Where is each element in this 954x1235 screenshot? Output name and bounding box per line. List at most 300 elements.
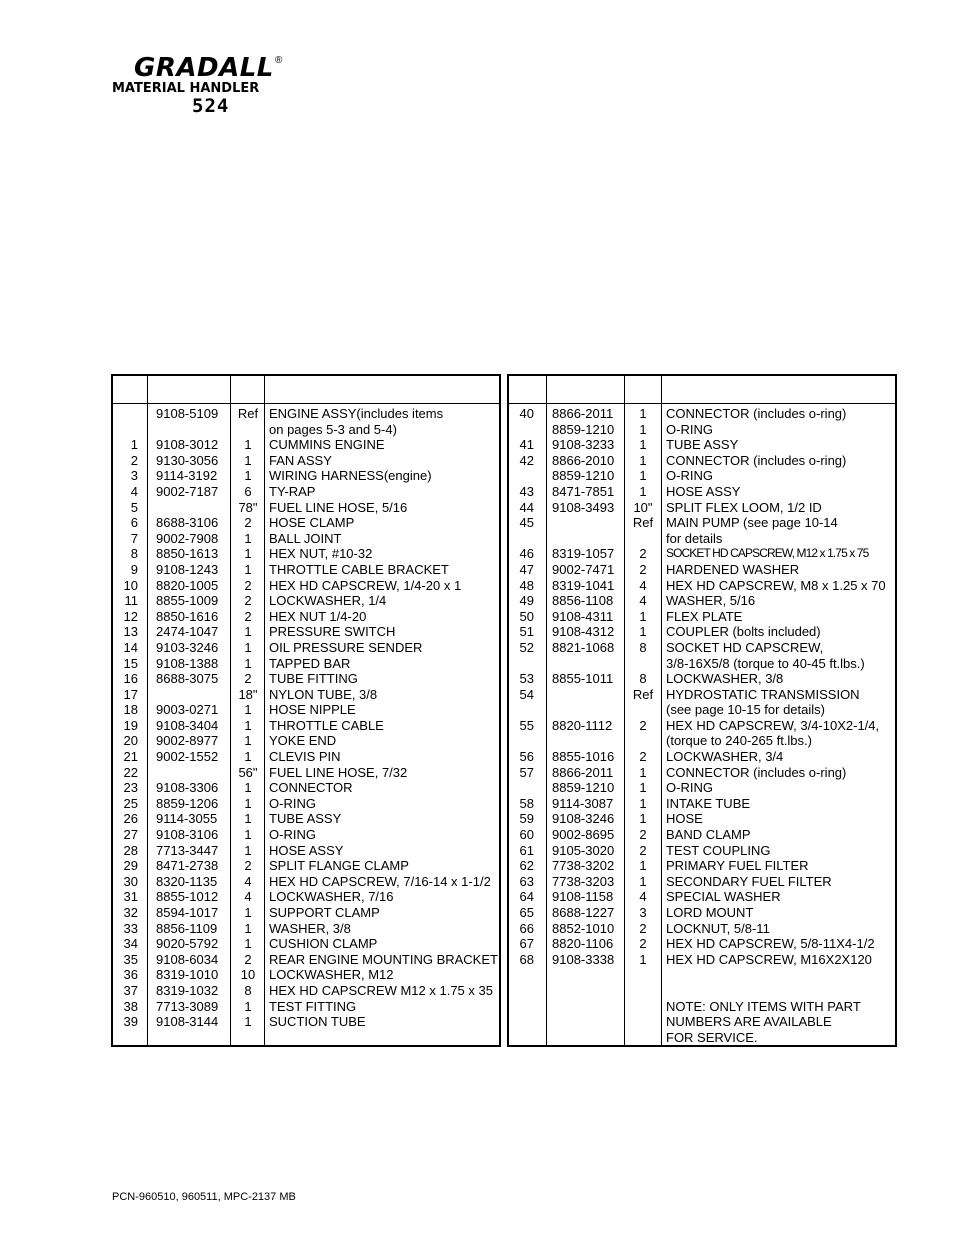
quantity: 1 <box>244 780 252 796</box>
quantity: 1 <box>639 452 647 468</box>
description: FOR SERVICE. <box>666 1029 758 1045</box>
item-number: 47 <box>519 561 534 577</box>
description: COUPLER (bolts included) <box>666 624 821 640</box>
item-number: 58 <box>519 795 534 811</box>
description: HARDENED WASHER <box>666 561 800 577</box>
quantity: 1 <box>244 811 252 827</box>
quantity: 1 <box>244 905 252 920</box>
table-row <box>509 718 895 734</box>
footer-pcn: PCN-960510, 960511, MPC-2137 MB <box>112 1191 296 1203</box>
item-number: 60 <box>519 827 534 843</box>
description: LOCKWASHER, 7/16 <box>269 889 394 905</box>
table-row <box>113 671 499 687</box>
part-number: 9114-3087 <box>552 795 614 811</box>
item-number: 42 <box>519 452 534 468</box>
description: ENGINE ASSY(includes items <box>269 406 444 421</box>
description: 3/8-16X5/8 (torque to 40-45 ft.lbs.) <box>666 655 865 671</box>
quantity: 10" <box>633 499 653 515</box>
description: CUMMINS ENGINE <box>269 437 385 453</box>
table-row <box>509 656 895 672</box>
table-row <box>509 437 895 453</box>
item-number: 5 <box>130 499 138 515</box>
item-number: 52 <box>519 639 534 655</box>
item-number: 36 <box>123 967 138 983</box>
part-number: 9108-3404 <box>156 717 219 733</box>
quantity: 1 <box>639 951 647 967</box>
part-number: 9108-3306 <box>156 780 219 796</box>
quantity: 1 <box>244 827 252 843</box>
item-number: 6 <box>130 515 138 531</box>
quantity: 4 <box>244 889 252 905</box>
description: PRIMARY FUEL FILTER <box>666 858 809 874</box>
part-number: 9105-3020 <box>552 842 615 858</box>
description: HOSE <box>666 811 703 827</box>
table-row <box>113 843 499 859</box>
description: HEX HD CAPSCREW, M8 x 1.25 x 70 <box>666 577 886 593</box>
description: NOTE: ONLY ITEMS WITH PART <box>666 998 861 1014</box>
description: SUPPORT CLAMP <box>269 905 380 920</box>
item-number: 15 <box>123 655 138 671</box>
description: HEX HD CAPSCREW, M16X2X120 <box>666 951 872 967</box>
item-number: 11 <box>124 593 138 609</box>
quantity: 2 <box>639 827 647 843</box>
quantity: 1 <box>244 624 252 640</box>
quantity: 4 <box>639 577 647 593</box>
part-number: 9002-7908 <box>156 530 219 546</box>
part-number: 7713-3447 <box>156 842 219 858</box>
part-number: 8471-7851 <box>552 483 615 499</box>
table-row <box>113 858 499 874</box>
header-divider <box>113 403 499 404</box>
parts-table-right <box>507 374 897 1047</box>
part-number: 7713-3089 <box>156 998 219 1014</box>
description: TUBE ASSY <box>666 437 739 453</box>
table-row <box>113 593 499 609</box>
table-row <box>509 640 895 656</box>
item-number: 33 <box>123 920 138 936</box>
description: O-RING <box>666 468 713 484</box>
quantity: 56" <box>238 764 258 780</box>
table-row <box>509 624 895 640</box>
item-number: 39 <box>123 1014 138 1030</box>
table-row <box>509 733 895 749</box>
description: SECONDARY FUEL FILTER <box>666 873 832 889</box>
table-row <box>509 967 895 983</box>
description: O-RING <box>269 827 316 843</box>
part-number: 8855-1012 <box>156 889 219 905</box>
table-row <box>509 671 895 687</box>
table-row <box>509 453 895 469</box>
description: for details <box>666 530 723 546</box>
part-number: 7738-3203 <box>552 873 615 889</box>
table-row <box>113 687 499 703</box>
table-row <box>509 874 895 890</box>
item-number: 59 <box>519 811 534 827</box>
table-row <box>509 843 895 859</box>
part-number: 9108-3338 <box>552 951 615 967</box>
part-number: 8821-1068 <box>552 639 615 655</box>
description: LORD MOUNT <box>666 905 754 920</box>
quantity: 2 <box>244 577 252 593</box>
quantity: 4 <box>639 889 647 905</box>
quantity: 1 <box>244 936 252 952</box>
quantity: 1 <box>244 733 252 749</box>
description: WASHER, 5/16 <box>666 593 756 609</box>
part-number: 9108-3144 <box>156 1014 219 1030</box>
item-number: 34 <box>123 936 138 952</box>
description: HEX HD CAPSCREW M12 x 1.75 x 35 <box>269 982 493 998</box>
item-number: 50 <box>519 608 534 624</box>
item-number: 21 <box>123 749 138 765</box>
quantity: 1 <box>244 795 252 811</box>
table-row <box>509 811 895 827</box>
part-number: 9108-3106 <box>156 827 219 843</box>
item-number: 55 <box>519 717 534 733</box>
item-number: 1 <box>130 437 138 453</box>
description: LOCKWASHER, 1/4 <box>269 593 387 609</box>
model-number: 524 <box>192 95 230 117</box>
item-number: 17 <box>123 686 138 702</box>
logo-subtitle: MATERIAL HANDLER <box>112 81 260 96</box>
item-number: 32 <box>123 905 138 920</box>
item-number: 61 <box>519 842 534 858</box>
description: LOCKWASHER, 3/8 <box>666 671 784 687</box>
part-number: 8820-1106 <box>552 936 614 952</box>
table-row <box>113 952 499 968</box>
part-number: 8820-1005 <box>156 577 219 593</box>
table-row <box>509 952 895 968</box>
part-number: 9002-7471 <box>552 561 615 577</box>
item-number: 38 <box>123 998 138 1014</box>
table-row <box>113 453 499 469</box>
table-row <box>113 889 499 905</box>
table-row <box>113 656 499 672</box>
table-row <box>509 593 895 609</box>
description: LOCKWASHER, 3/4 <box>666 749 784 765</box>
table-row <box>113 1014 499 1030</box>
quantity: 2 <box>244 858 252 874</box>
table-row <box>113 422 499 438</box>
table-row <box>113 718 499 734</box>
parts-list-left <box>113 406 499 1030</box>
table-row <box>113 546 499 562</box>
part-number: 8859-1210 <box>552 780 615 796</box>
table-row <box>509 796 895 812</box>
table-row <box>113 811 499 827</box>
table-row <box>113 827 499 843</box>
item-number: 35 <box>123 951 138 967</box>
part-number: 8319-1057 <box>552 546 615 562</box>
description: HOSE ASSY <box>269 842 344 858</box>
table-row <box>509 484 895 500</box>
quantity: Ref <box>632 686 654 702</box>
part-number: 8319-1041 <box>552 577 615 593</box>
part-number: 8594-1017 <box>156 905 219 920</box>
description: SUCTION TUBE <box>269 1014 366 1030</box>
quantity: 2 <box>639 936 647 952</box>
quantity: 8 <box>244 982 252 998</box>
part-number: 9103-3246 <box>156 639 219 655</box>
description: TEST COUPLING <box>666 842 771 858</box>
part-number: 8866-2010 <box>552 452 615 468</box>
description: CONNECTOR (includes o-ring) <box>666 452 847 468</box>
part-number: 8852-1010 <box>552 920 615 936</box>
item-number: 49 <box>519 593 534 609</box>
quantity: 1 <box>639 483 647 499</box>
part-number: 9114-3055 <box>156 811 218 827</box>
quantity: 4 <box>639 593 647 609</box>
item-number: 16 <box>123 671 138 687</box>
description: TUBE ASSY <box>269 811 342 827</box>
part-number: 7738-3202 <box>552 858 615 874</box>
part-number: 9108-3246 <box>552 811 615 827</box>
description: SPLIT FLEX LOOM, 1/2 ID <box>666 499 822 515</box>
item-number: 54 <box>519 686 534 702</box>
table-row <box>113 578 499 594</box>
description: HEX HD CAPSCREW, 5/8-11X4-1/2 <box>666 936 875 952</box>
item-number: 8 <box>130 546 138 562</box>
part-number: 9108-4311 <box>552 608 614 624</box>
item-number: 63 <box>519 873 534 889</box>
item-number: 51 <box>519 624 534 640</box>
description: SOCKET HD CAPSCREW, <box>666 639 824 655</box>
part-number: 8688-3106 <box>156 515 219 531</box>
description: OIL PRESSURE SENDER <box>269 639 423 655</box>
registered-mark: ® <box>275 55 283 66</box>
item-number: 22 <box>123 764 138 780</box>
part-number: 8688-3075 <box>156 671 219 687</box>
description: O-RING <box>666 780 713 796</box>
item-number: 66 <box>519 920 534 936</box>
table-row <box>113 702 499 718</box>
description: CONNECTOR <box>269 780 353 796</box>
part-number: 9002-8695 <box>552 827 615 843</box>
description: on pages 5-3 and 5-4) <box>269 421 397 437</box>
quantity: 1 <box>244 452 252 468</box>
item-number: 20 <box>123 733 138 749</box>
description: TUBE FITTING <box>269 671 358 687</box>
item-number: 29 <box>123 858 138 874</box>
part-number: 8850-1613 <box>156 546 219 562</box>
part-number: 9108-5109 <box>156 406 219 421</box>
quantity: 18" <box>238 686 258 702</box>
table-row <box>509 936 895 952</box>
quantity: 2 <box>244 515 252 531</box>
quantity: 2 <box>244 671 252 687</box>
description: HEX NUT, #10-32 <box>269 546 373 562</box>
part-number: 8319-1010 <box>156 967 219 983</box>
quantity: 1 <box>244 639 252 655</box>
item-number: 57 <box>519 764 534 780</box>
table-row <box>509 702 895 718</box>
quantity: 3 <box>639 905 647 920</box>
part-number: 8855-1011 <box>552 671 614 687</box>
description: O-RING <box>269 795 316 811</box>
quantity: 2 <box>639 546 647 562</box>
description: CONNECTOR (includes o-ring) <box>666 406 847 421</box>
table-row <box>113 921 499 937</box>
quantity: 2 <box>639 842 647 858</box>
quantity: 1 <box>639 780 647 796</box>
quantity: 1 <box>639 858 647 874</box>
item-number: 30 <box>123 873 138 889</box>
item-number: 13 <box>123 624 138 640</box>
table-row <box>113 624 499 640</box>
table-row <box>113 733 499 749</box>
table-row <box>509 858 895 874</box>
item-number: 26 <box>123 811 138 827</box>
table-row <box>113 999 499 1015</box>
description: CONNECTOR (includes o-ring) <box>666 764 847 780</box>
part-number: 8859-1210 <box>552 468 615 484</box>
part-number: 8855-1009 <box>156 593 219 609</box>
table-row <box>509 531 895 547</box>
item-number: 68 <box>519 951 534 967</box>
description: LOCKNUT, 5/8-11 <box>666 920 770 936</box>
quantity: 1 <box>639 795 647 811</box>
table-row <box>113 749 499 765</box>
description: O-RING <box>666 421 713 437</box>
item-number: 65 <box>519 905 534 920</box>
description: NUMBERS ARE AVAILABLE <box>666 1014 832 1030</box>
table-row <box>113 905 499 921</box>
description: BALL JOINT <box>269 530 342 546</box>
table-row <box>113 967 499 983</box>
description: INTAKE TUBE <box>666 795 751 811</box>
table-row <box>509 921 895 937</box>
table-row <box>113 765 499 781</box>
quantity: 1 <box>244 998 252 1014</box>
item-number: 25 <box>123 795 138 811</box>
description: HOSE ASSY <box>666 483 741 499</box>
quantity: 1 <box>639 421 647 437</box>
item-number: 31 <box>123 889 138 905</box>
table-row <box>113 500 499 516</box>
description: THROTTLE CABLE BRACKET <box>269 561 449 577</box>
description: LOCKWASHER, M12 <box>269 967 394 983</box>
quantity: 1 <box>639 873 647 889</box>
description: NYLON TUBE, 3/8 <box>269 686 378 702</box>
description: WIRING HARNESS(engine) <box>269 468 432 484</box>
description: CLEVIS PIN <box>269 749 341 765</box>
item-number: 27 <box>123 827 138 843</box>
quantity: 1 <box>244 1014 252 1030</box>
header-divider <box>509 403 895 404</box>
part-number: 9020-5792 <box>156 936 219 952</box>
description: FUEL LINE HOSE, 5/16 <box>269 499 408 515</box>
table-row <box>113 874 499 890</box>
part-number: 8688-1227 <box>552 905 615 920</box>
description: WASHER, 3/8 <box>269 920 351 936</box>
quantity: 1 <box>244 920 252 936</box>
part-number: 8866-2011 <box>552 764 614 780</box>
description: MAIN PUMP (see page 10-14 <box>666 515 838 531</box>
table-row <box>509 765 895 781</box>
quantity: Ref <box>237 406 259 421</box>
quantity: 1 <box>244 655 252 671</box>
table-row <box>113 468 499 484</box>
item-number: 37 <box>123 982 138 998</box>
description: PRESSURE SWITCH <box>269 624 396 640</box>
description: HYDROSTATIC TRANSMISSION <box>666 686 860 702</box>
part-number: 2474-1047 <box>156 624 219 640</box>
item-number: 64 <box>519 889 534 905</box>
part-number: 8320-1135 <box>156 873 218 889</box>
table-row <box>509 1030 895 1046</box>
part-number: 9114-3192 <box>156 468 218 484</box>
item-number: 10 <box>123 577 138 593</box>
item-number: 62 <box>519 858 534 874</box>
part-number: 9108-6034 <box>156 951 219 967</box>
quantity: 1 <box>639 608 647 624</box>
part-number: 9002-7187 <box>156 483 219 499</box>
quantity: 1 <box>639 468 647 484</box>
quantity: 1 <box>639 811 647 827</box>
quantity: 2 <box>244 608 252 624</box>
item-number: 56 <box>519 749 534 765</box>
quantity: 1 <box>244 702 252 718</box>
table-row <box>509 468 895 484</box>
item-number: 46 <box>519 546 534 562</box>
item-number: 53 <box>519 671 534 687</box>
table-row <box>113 609 499 625</box>
quantity: 10 <box>240 967 256 983</box>
table-row <box>113 983 499 999</box>
description: HEX HD CAPSCREW, 3/4-10X2-1/4, <box>666 717 880 733</box>
table-row <box>113 640 499 656</box>
part-number: 8319-1032 <box>156 982 219 998</box>
table-row <box>113 484 499 500</box>
table-row <box>113 437 499 453</box>
quantity: 8 <box>639 639 647 655</box>
table-row <box>509 500 895 516</box>
quantity: 6 <box>244 483 252 499</box>
quantity: 8 <box>639 671 647 687</box>
parts-list-right <box>509 406 895 1045</box>
quantity: 2 <box>639 749 647 765</box>
part-number: 9003-0271 <box>156 702 219 718</box>
item-number: 2 <box>130 452 138 468</box>
description: YOKE END <box>269 733 337 749</box>
table-row <box>509 780 895 796</box>
description: HOSE NIPPLE <box>269 702 356 718</box>
item-number: 41 <box>519 437 534 453</box>
table-row <box>509 515 895 531</box>
item-number: 48 <box>519 577 534 593</box>
parts-table-left <box>111 374 501 1047</box>
table-row <box>113 406 499 422</box>
description: CUSHION CLAMP <box>269 936 378 952</box>
description: FAN ASSY <box>269 452 332 468</box>
quantity: 78" <box>238 499 258 515</box>
quantity: 2 <box>244 951 252 967</box>
quantity: 1 <box>244 468 252 484</box>
item-number: 3 <box>130 468 138 484</box>
quantity: 1 <box>639 764 647 780</box>
part-number: 9130-3056 <box>156 452 219 468</box>
description: HEX NUT 1/4-20 <box>269 608 367 624</box>
description: BAND CLAMP <box>666 827 751 843</box>
part-number: 9108-4312 <box>552 624 615 640</box>
table-row <box>509 609 895 625</box>
part-number: 8850-1616 <box>156 608 219 624</box>
part-number: 8856-1109 <box>156 920 218 936</box>
item-number: 67 <box>519 936 534 952</box>
table-row <box>509 546 895 562</box>
table-row <box>113 936 499 952</box>
table-row <box>113 515 499 531</box>
logo-brand: GRADALL <box>134 53 274 83</box>
